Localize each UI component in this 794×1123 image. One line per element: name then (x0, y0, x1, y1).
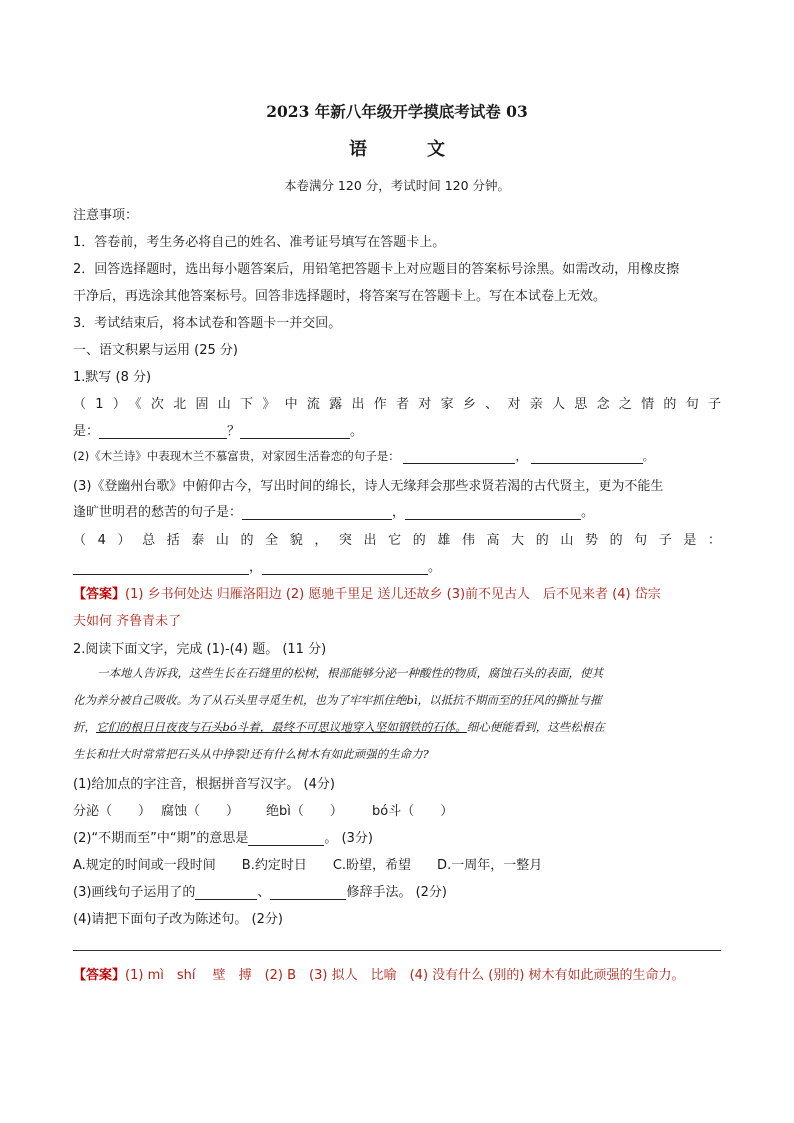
section-heading: 一、语文积累与运用 (25 分) (73, 343, 238, 358)
q1-part2-prefix: (2)《木兰诗》中表现木兰不慕富贵，对家园生活眷恋的句子是： (73, 449, 400, 463)
answer-blank[interactable] (195, 885, 257, 900)
q2-answer-text: (1) mì shí 壁 搏 (2) B (3) 拟人 比喻 (4) 没有什么 (别的) 树木有如此顽强的生命力。 (125, 968, 685, 983)
passage-line-4: 生长和壮大时常常把石头从中挣裂!还有什么树木有如此顽强的生命力? (73, 747, 429, 761)
passage-line-3 (73, 719, 721, 735)
q2-sub3-suffix: 修辞手法。 (2分) (346, 885, 447, 900)
answer-blank[interactable] (248, 831, 324, 846)
passage-line-2: 化为养分被自己吸收。为了从石头里寻觅生机，也为了牢牢抓住绝bì，以抵抗不期而至的狂风的撕扯与摧 (73, 693, 602, 707)
answer-blank[interactable] (242, 505, 392, 520)
notes-heading: 注意事项： (73, 208, 139, 223)
q1-part3-prefix: 逢旷世明君的愁苦的句子是： (73, 505, 243, 520)
q1-part3-line1: (3)《登幽州台歌》中俯仰古今，写出时间的绵长，诗人无缘拜会那些求贤若渴的古代贤主，更为不能生 (73, 479, 664, 494)
note-item-1: 1．答卷前，考生务必将自己的姓名、准考证号填写在答题卡上。 (73, 235, 446, 250)
sub1-item: 绝bì（ ） (266, 804, 343, 819)
passage-line-3-post: 细心便能看到，这些松根在 (466, 720, 605, 734)
q1-heading: 1.默写 (8 分) (73, 370, 152, 385)
answer-label: 【答案】 (73, 968, 126, 983)
answer-blank[interactable] (99, 424, 227, 439)
q1-part4-end: 。 (428, 560, 442, 575)
q1-part4-line2 (73, 556, 721, 575)
q1-part4-mid: ， (249, 560, 263, 575)
q1-part4-line1: （4）总括泰山的全貌，突出它的雄伟高大的山势的句子是： (73, 533, 721, 548)
subject-title: 语文 (349, 139, 505, 160)
sub1-item: 分泌（ ） (73, 804, 152, 819)
answer-blank[interactable] (240, 424, 350, 439)
exam-info: 本卷满分 120 分，考试时间 120 分钟。 (283, 178, 511, 193)
q1-part1-line2 (73, 420, 721, 439)
answer-blank[interactable] (73, 560, 249, 575)
sub1-item: bó斗（ ） (372, 804, 454, 819)
exam-title: 2023 年新八年级开学摸底考试卷 03 (266, 102, 528, 121)
q1-answer-text: (1) 乡书何处达 归雁洛阳边 (2) 愿驰千里足 送儿还故乡 (3)前不见古人 后不见来者 (4) 岱宗 (125, 587, 661, 602)
q2-answer (73, 964, 721, 983)
q1-part2-end: 。 (642, 449, 655, 463)
answer-rule-line[interactable] (73, 950, 721, 951)
answer-blank[interactable] (405, 505, 581, 520)
sub1-item: 腐蚀（ ） (161, 804, 240, 819)
answer-label: 【答案】 (73, 587, 126, 602)
note-item-2a: 2．回答选择题时，选出每小题答案后，用铅笔把答题卡上对应题目的答案标号涂黑。如需改动，用橡皮擦 (73, 262, 680, 277)
answer-blank[interactable] (403, 449, 515, 464)
q1-part1-end: 。 (350, 424, 364, 439)
q2-sub1: (1)给加点的字注音，根据拼音写汉字。 (4分) (73, 777, 335, 792)
q2-sub2-suffix: 。 (3分) (324, 831, 373, 846)
note-item-3: 3．考试结束后，将本试卷和答题卡一并交回。 (73, 316, 342, 331)
note-item-2b: 干净后，再选涂其他答案标号。回答非选择题时，将答案写在答题卡上。写在本试卷上无效。 (73, 289, 607, 304)
q1-part1-prefix: 是： (73, 424, 100, 439)
passage-line-3-pre: 折， (73, 720, 96, 734)
q2-sub2-options: A.规定的时间或一段时间 B.约定时日 C.盼望，希望 D.一周年，一整月 (73, 858, 543, 873)
underlined-sentence: 它们的根日日夜夜与石头bó斗着，最终不可思议地穿入坚如钢铁的石体。 (96, 720, 467, 734)
q2-sub2-prefix: (2)“不期而至”中“期”的意思是 (73, 831, 249, 846)
q1-answer-line2: 夫如何 齐鲁青未了 (73, 614, 182, 629)
q2-sub3-mid: 、 (257, 885, 271, 900)
answer-blank[interactable] (531, 449, 643, 464)
q1-part3-end: 。 (581, 505, 595, 520)
q1-part1-line1: （1）《次北固山下》中流露出作者对家乡、对亲人思念之情的句子 (73, 397, 721, 412)
q2-heading: 2.阅读下面文字，完成 (1)-(4) 题。 (11 分) (73, 642, 327, 657)
q2-sub1-items (73, 800, 721, 819)
answer-blank[interactable] (270, 885, 346, 900)
q2-sub4: (4)请把下面句子改为陈述句。 (2分) (73, 912, 283, 927)
q2-sub3 (73, 881, 721, 900)
q1-part3-mid: ， (392, 505, 406, 520)
q1-part2-mid: ， (515, 449, 527, 463)
answer-blank[interactable] (262, 560, 428, 575)
q1-part3-line2 (73, 501, 721, 520)
q1-part1-mid: ？ (227, 424, 241, 439)
q1-answer-line1 (73, 583, 721, 602)
q2-sub3-prefix: (3)画线句子运用了的 (73, 885, 196, 900)
q1-part2 (73, 448, 721, 464)
q2-sub2 (73, 827, 721, 846)
passage-line-1: 一本地人告诉我，这些生长在石缝里的松树，根部能够分泌一种酸性的物质，腐蚀石头的表面，使其 (97, 666, 603, 680)
